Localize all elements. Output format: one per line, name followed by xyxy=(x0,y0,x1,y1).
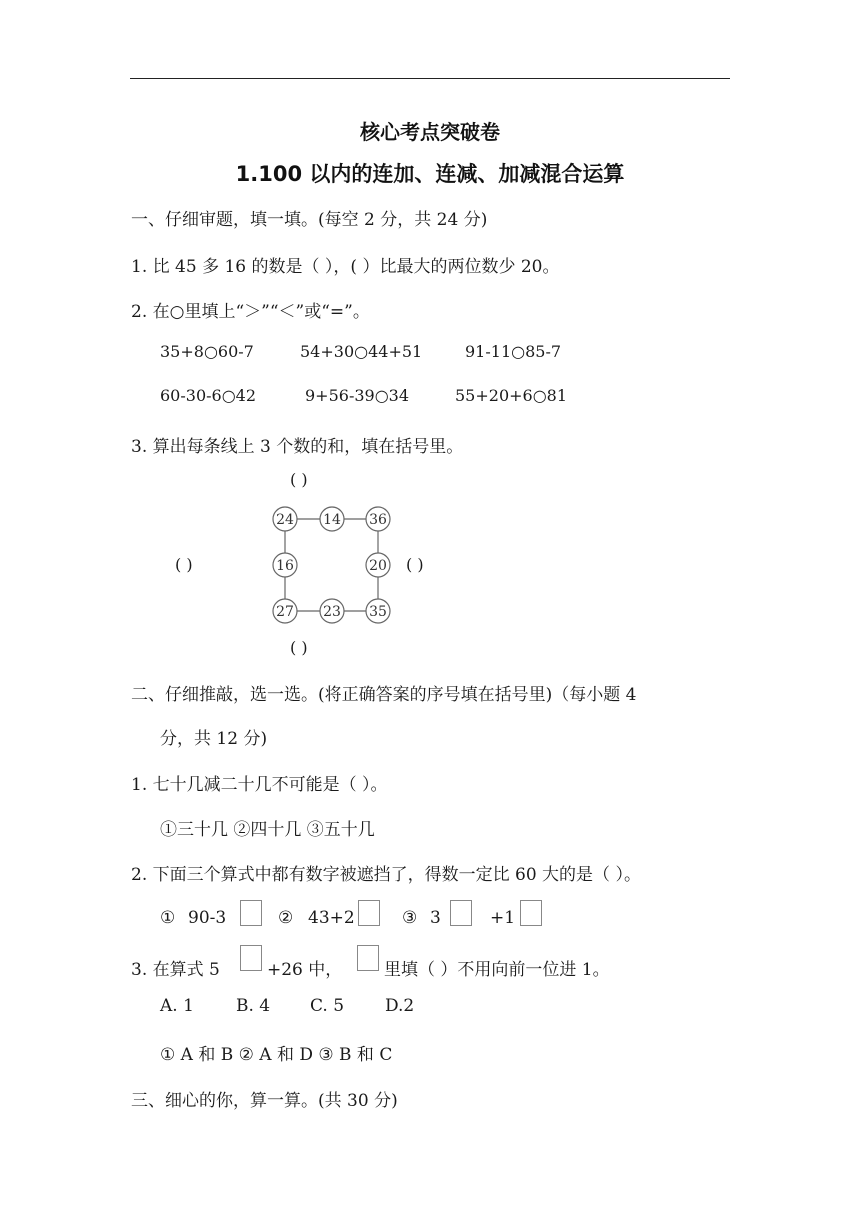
option-2-marker: ② xyxy=(278,908,294,928)
question-1-1: 1. 比 45 多 16 的数是（ ），( ）比最大的两位数少 20。 xyxy=(131,257,560,277)
question-2-2: 2. 下面三个算式中都有数字被遮挡了，得数一定比 60 大的是（ ）。 xyxy=(131,865,641,885)
option-2-expr: 43+2 xyxy=(308,908,355,928)
compare-expression: 55+20+6○81 xyxy=(455,386,568,405)
hidden-digit-box xyxy=(450,900,472,926)
diagram-node-value: 16 xyxy=(276,558,294,574)
question-2-3-part2: +26 中， xyxy=(267,960,343,980)
compare-expression: 54+30○44+51 xyxy=(300,342,423,361)
section3-heading: 三、细心的你，算一算。(共 30 分) xyxy=(131,1091,398,1111)
diagram-node-value: 20 xyxy=(369,558,387,574)
answer-blank-right: ( ) xyxy=(406,555,424,574)
answer-blank-left: ( ) xyxy=(175,555,193,574)
diagram-node-value: 23 xyxy=(323,604,341,620)
diagram-node-value: 14 xyxy=(323,512,341,528)
choice-d: D.2 xyxy=(385,996,415,1016)
hidden-digit-box xyxy=(358,900,380,926)
compare-expression: 91-11○85-7 xyxy=(465,342,562,361)
question-2-1: 1. 七十几减二十几不可能是（ ）。 xyxy=(131,775,388,795)
choice-b: B. 4 xyxy=(236,996,271,1016)
diagram-node-value: 35 xyxy=(369,604,387,620)
section2-heading-cont: 分，共 12 分) xyxy=(160,729,268,749)
choice-a: A. 1 xyxy=(160,996,194,1016)
choice-c: C. 5 xyxy=(310,996,345,1016)
hidden-digit-box xyxy=(240,900,262,926)
question-1-2: 2. 在○里填上“＞”“＜”或“=”。 xyxy=(131,302,370,322)
hidden-digit-box xyxy=(357,945,379,971)
number-square-diagram xyxy=(260,500,400,630)
diagram-node-value: 27 xyxy=(276,604,294,620)
hidden-digit-box xyxy=(240,945,262,971)
question-1-3: 3. 算出每条线上 3 个数的和，填在括号里。 xyxy=(131,437,464,457)
option-3-expr-a: 3 xyxy=(430,908,441,928)
question-2-3-options: ① A 和 B ② A 和 D ③ B 和 C xyxy=(160,1045,393,1065)
compare-expression: 35+8○60-7 xyxy=(160,342,254,361)
top-rule xyxy=(130,78,730,79)
section1-heading: 一、仔细审题，填一填。(每空 2 分，共 24 分) xyxy=(131,210,488,230)
diagram-node-value: 24 xyxy=(276,512,294,528)
paper-subtitle: 1.100 以内的连加、连减、加减混合运算 xyxy=(235,162,625,186)
compare-expression: 60-30-6○42 xyxy=(160,386,257,405)
answer-blank-top: ( ) xyxy=(290,470,308,489)
option-1-expr: 90-3 xyxy=(188,908,227,928)
paper-title: 核心考点突破卷 xyxy=(360,120,500,144)
question-2-3-part1: 3. 在算式 5 xyxy=(131,960,220,980)
question-2-1-options: ①三十几 ②四十几 ③五十几 xyxy=(160,820,375,840)
hidden-digit-box xyxy=(520,900,542,926)
compare-expression: 9+56-39○34 xyxy=(305,386,410,405)
diagram-node-value: 36 xyxy=(369,512,387,528)
option-3-expr-b: +1 xyxy=(490,908,516,928)
option-1-marker: ① xyxy=(160,908,176,928)
section2-heading: 二、仔细推敲，选一选。(将正确答案的序号填在括号里)（每小题 4 xyxy=(131,685,637,705)
answer-blank-bottom: ( ) xyxy=(290,638,308,657)
option-3-marker: ③ xyxy=(402,908,418,928)
question-2-3-part3: 里填（ ）不用向前一位进 1。 xyxy=(384,960,610,980)
